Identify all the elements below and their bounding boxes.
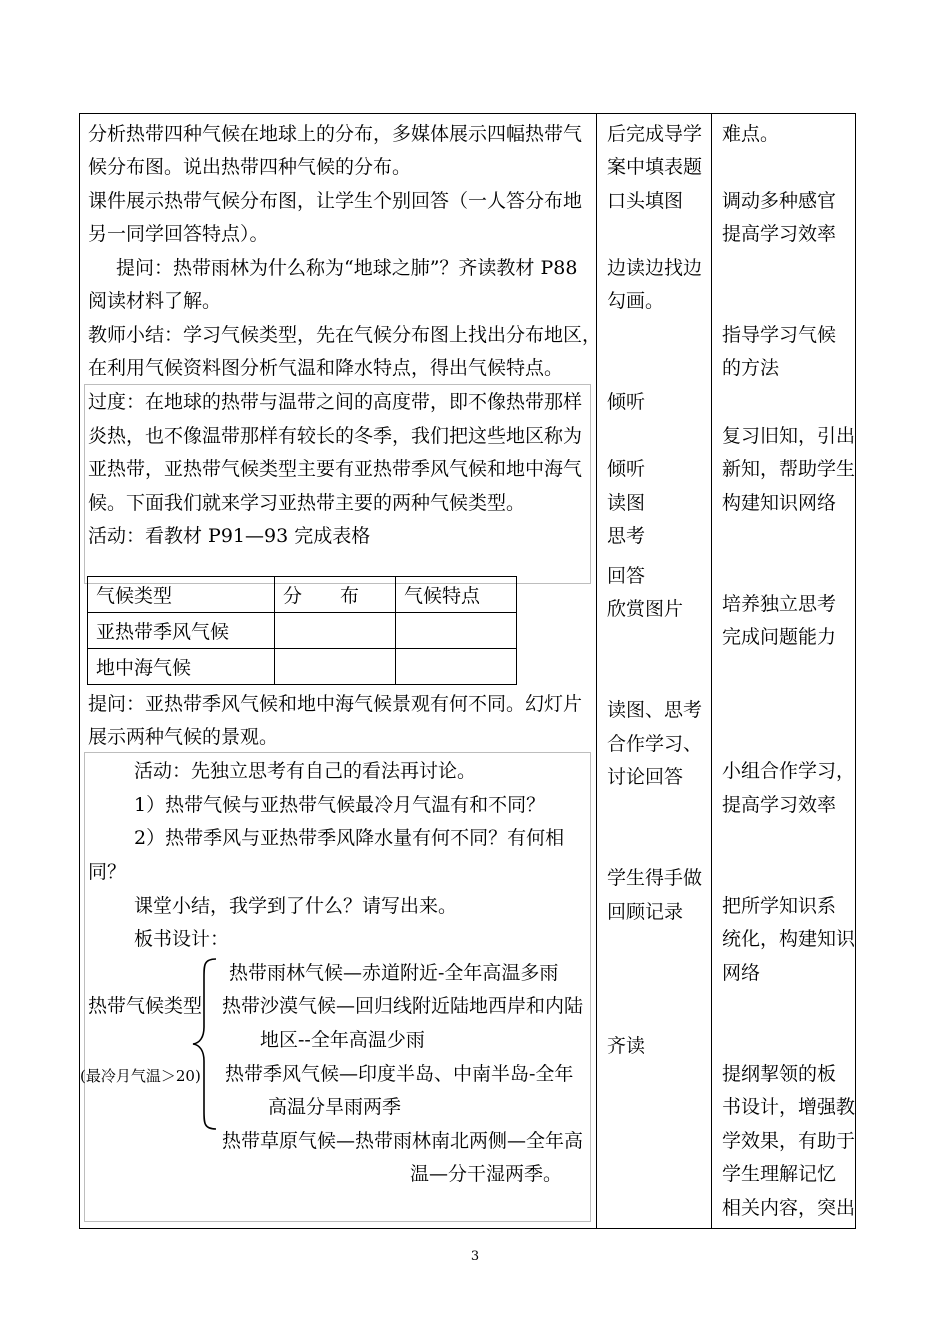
student-activity-text: 倾听 — [607, 458, 646, 480]
teaching-text-line: 1）热带气候与亚热带气候最冷月气温有和不同？ — [134, 794, 546, 816]
teaching-text-line: 2）热带季风与亚热带季风降水量有何不同？有何相 — [134, 827, 565, 849]
student-activity-text: 合作学习、 — [607, 733, 703, 755]
teaching-text-line: 分析热带四种气候在地球上的分布，多媒体展示四幅热带气 — [88, 123, 583, 145]
table-row — [88, 649, 517, 685]
design-intent-text: 调动多种感官 — [722, 190, 837, 212]
design-intent-text: 提高学习效率 — [722, 223, 837, 245]
teaching-text-line: 候分布图。说出热带四种气候的分布。 — [88, 156, 412, 178]
board-line: 地区--全年高温少雨 — [260, 1029, 425, 1051]
design-intent-text: 统化，构建知识 — [722, 928, 856, 950]
design-intent-text: 提纲挈领的板 — [722, 1063, 837, 1085]
table-header-cell: 气候类型 — [88, 577, 275, 613]
design-intent-text: 培养独立思考 — [722, 593, 837, 615]
board-line: 高温分旱雨两季 — [268, 1096, 402, 1118]
student-activity-text: 回答 — [607, 565, 646, 587]
design-intent-text: 提高学习效率 — [722, 794, 837, 816]
board-line: 热带草原气候—热带雨林南北两侧—全年高 — [222, 1130, 584, 1152]
student-activity-text: 思考 — [607, 525, 646, 547]
design-intent-text: 完成问题能力 — [722, 626, 837, 648]
design-intent-text: 学生理解记忆 — [722, 1163, 837, 1185]
curly-brace-icon — [190, 957, 220, 1131]
teaching-text-line: 活动：看教材 P91—93 完成表格 — [88, 525, 371, 547]
table-cell[interactable] — [396, 613, 517, 649]
student-activity-text: 倾听 — [607, 391, 646, 413]
student-activity-text: 讨论回答 — [607, 766, 684, 788]
design-intent-text: 书设计，增强教 — [722, 1096, 856, 1118]
teaching-text-line: 同？ — [88, 861, 127, 883]
design-intent-text: 的方法 — [722, 357, 780, 379]
student-activity-text: 读图、思考 — [607, 699, 703, 721]
teaching-text-line: 候。下面我们就来学习亚热带主要的两种气候类型。 — [88, 492, 526, 514]
student-activity-text: 学生得手做 — [607, 867, 703, 889]
board-category-label: 热带气候类型 — [88, 995, 203, 1017]
board-category-note: (最冷月气温＞20) — [80, 1067, 201, 1085]
student-activity-text: 口头填图 — [607, 190, 684, 212]
student-activity-text: 读图 — [607, 492, 646, 514]
board-line: 热带沙漠气候—回归线附近陆地西岸和内陆 — [222, 995, 584, 1017]
design-intent-text: 把所学知识系 — [722, 895, 837, 917]
student-activity-text: 后完成导学 — [607, 123, 703, 145]
table-cell: 地中海气候 — [88, 649, 275, 685]
table-header-cell: 气候特点 — [396, 577, 517, 613]
teaching-text-line: 课件展示热带气候分布图，让学生个别回答（一人答分布地 — [88, 190, 583, 212]
table-header-cell: 分 布 — [275, 577, 396, 613]
design-intent-text: 学效果，有助于 — [722, 1130, 856, 1152]
teaching-text-line: 在利用气候资料图分析气温和降水特点，得出气候特点。 — [88, 357, 564, 379]
student-activity-text: 齐读 — [607, 1035, 646, 1057]
design-intent-text: 复习旧知，引出 — [722, 425, 856, 447]
student-activity-text: 案中填表题 — [607, 156, 703, 178]
table-cell[interactable] — [275, 613, 396, 649]
teaching-text-line: 课堂小结，我学到了什么？请写出来。 — [134, 895, 458, 917]
teaching-text-line: 教师小结：学习气候类型，先在气候分布图上找出分布地区， — [88, 324, 602, 346]
design-intent-text: 构建知识网络 — [722, 492, 837, 514]
teaching-text-line: 阅读材料了解。 — [88, 290, 222, 312]
board-line: 热带雨林气候—赤道附近-全年高温多雨 — [229, 962, 559, 984]
student-activity-text: 欣赏图片 — [607, 598, 684, 620]
design-intent-text: 难点。 — [722, 123, 780, 145]
teaching-text-line: 提问：亚热带季风气候和地中海气候景观有何不同。幻灯片 — [88, 693, 583, 715]
design-intent-text: 指导学习气候 — [722, 324, 837, 346]
design-intent-text: 小组合作学习， — [722, 760, 856, 782]
page-number: 3 — [470, 1249, 480, 1264]
student-activity-text: 勾画。 — [607, 290, 665, 312]
teaching-text-line: 炎热，也不像温带那样有较长的冬季，我们把这些地区称为 — [88, 425, 583, 447]
design-intent-text: 相关内容，突出 — [722, 1197, 856, 1219]
teaching-text-line: 另一同学回答特点）。 — [88, 223, 269, 245]
teaching-text-line: 过度：在地球的热带与温带之间的高度带，即不像热带那样 — [88, 391, 583, 413]
table-cell[interactable] — [275, 649, 396, 685]
table-header-row — [88, 577, 517, 613]
design-intent-text: 网络 — [722, 962, 761, 984]
teaching-text-line: 亚热带，亚热带气候类型主要有亚热带季风气候和地中海气 — [88, 458, 583, 480]
board-line: 热带季风气候—印度半岛、中南半岛-全年 — [225, 1063, 574, 1085]
student-activity-text: 边读边找边 — [607, 257, 703, 279]
design-intent-text: 新知，帮助学生 — [722, 458, 856, 480]
teaching-text-line: 板书设计： — [134, 928, 230, 950]
teaching-text-line: 展示两种气候的景观。 — [88, 726, 279, 748]
column-divider-1 — [596, 113, 597, 1229]
table-row — [88, 613, 517, 649]
column-divider-2 — [711, 113, 712, 1229]
student-activity-text: 回顾记录 — [607, 901, 684, 923]
table-cell: 亚热带季风气候 — [88, 613, 275, 649]
climate-table — [87, 576, 517, 685]
table-cell[interactable] — [396, 649, 517, 685]
teaching-text-line: 提问：热带雨林为什么称为“地球之肺”？齐读教材 P88 — [116, 257, 578, 279]
teaching-text-line: 活动：先独立思考有自己的看法再讨论。 — [134, 760, 477, 782]
board-line: 温—分干湿两季。 — [410, 1163, 563, 1185]
